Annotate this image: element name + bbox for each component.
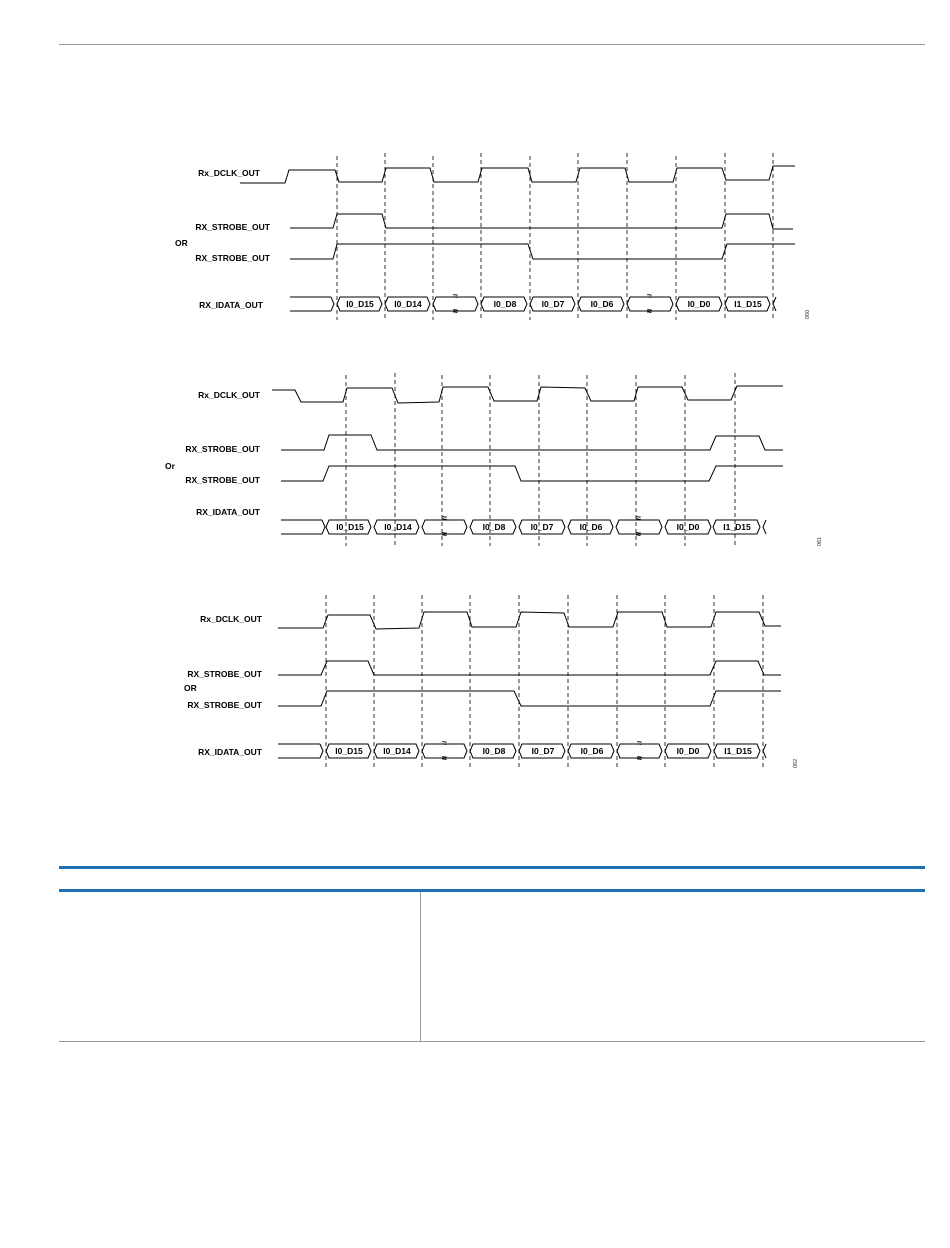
data-cell: I1_D15 bbox=[724, 746, 752, 756]
data-cell: I0_D8 bbox=[482, 522, 506, 532]
svg-text:≈: ≈ bbox=[442, 753, 447, 763]
clock-waveform bbox=[272, 386, 783, 403]
or-label: Or bbox=[165, 461, 175, 471]
strobe-label-1: RX_STROBE_OUT bbox=[185, 444, 260, 454]
data-cell: I0_D14 bbox=[384, 522, 412, 532]
or-label: OR bbox=[175, 238, 188, 248]
clock-waveform bbox=[240, 166, 795, 183]
figure-id: 062 bbox=[793, 758, 799, 768]
svg-text:≈: ≈ bbox=[637, 738, 642, 748]
clock-label: Rx_DCLK_OUT bbox=[198, 168, 260, 178]
data-cell: I0_D14 bbox=[383, 746, 411, 756]
strobe-label-1: RX_STROBE_OUT bbox=[187, 669, 262, 679]
svg-text:≈: ≈ bbox=[453, 306, 458, 316]
svg-text:≈: ≈ bbox=[636, 513, 641, 523]
timing-diagram-3 bbox=[0, 590, 950, 770]
page-top-rule bbox=[59, 44, 925, 45]
svg-text:≈: ≈ bbox=[647, 291, 652, 301]
svg-text:≈: ≈ bbox=[442, 738, 447, 748]
strobe-label-2: RX_STROBE_OUT bbox=[187, 700, 262, 710]
strobe-waveform-2 bbox=[281, 466, 783, 481]
strobe-waveform-2 bbox=[278, 691, 781, 706]
data-cell: I0_D15 bbox=[335, 746, 363, 756]
svg-text:≈: ≈ bbox=[636, 529, 641, 539]
data-cell: I0_D7 bbox=[541, 299, 565, 309]
data-cell: I0_D7 bbox=[530, 522, 554, 532]
data-label: RX_IDATA_OUT bbox=[199, 300, 263, 310]
svg-text:≈: ≈ bbox=[637, 753, 642, 763]
data-cell: I1_D15 bbox=[734, 299, 762, 309]
timing-diagram-1 bbox=[0, 150, 950, 325]
edge-markers bbox=[337, 153, 773, 320]
svg-text:≈: ≈ bbox=[647, 306, 652, 316]
strobe-label-2: RX_STROBE_OUT bbox=[185, 475, 260, 485]
svg-text:≈: ≈ bbox=[453, 291, 458, 301]
data-cell: I0_D6 bbox=[580, 746, 604, 756]
data-cell: I0_D8 bbox=[493, 299, 517, 309]
data-cell: I0_D14 bbox=[394, 299, 422, 309]
data-label: RX_IDATA_OUT bbox=[196, 507, 260, 517]
strobe-waveform-1 bbox=[290, 214, 793, 229]
data-cell: I0_D0 bbox=[676, 746, 700, 756]
data-cell: I0_D6 bbox=[590, 299, 614, 309]
data-cell: I1_D15 bbox=[723, 522, 751, 532]
data-cell: I0_D0 bbox=[676, 522, 700, 532]
clock-waveform bbox=[278, 612, 781, 629]
clock-label: Rx_DCLK_OUT bbox=[200, 614, 262, 624]
table-column-divider bbox=[420, 892, 421, 1041]
strobe-waveform-2 bbox=[290, 244, 795, 259]
figure-id: 060 bbox=[805, 309, 811, 319]
data-cell: I0_D8 bbox=[482, 746, 506, 756]
data-label: RX_IDATA_OUT bbox=[198, 747, 262, 757]
timing-diagram-2 bbox=[0, 370, 950, 550]
svg-text:≈: ≈ bbox=[442, 513, 447, 523]
data-cell: I0_D15 bbox=[336, 522, 364, 532]
table-bottom-rule bbox=[59, 1041, 925, 1042]
strobe-waveform-1 bbox=[281, 435, 783, 450]
table-header-bottom-rule bbox=[59, 889, 925, 892]
or-label: OR bbox=[184, 683, 197, 693]
data-cell: I0_D0 bbox=[687, 299, 711, 309]
data-cell: I0_D6 bbox=[579, 522, 603, 532]
strobe-label-1: RX_STROBE_OUT bbox=[195, 222, 270, 232]
strobe-label-2: RX_STROBE_OUT bbox=[195, 253, 270, 263]
table-header-top-rule bbox=[59, 866, 925, 869]
strobe-waveform-1 bbox=[278, 661, 781, 675]
data-cell: I0_D7 bbox=[531, 746, 555, 756]
svg-text:≈: ≈ bbox=[442, 529, 447, 539]
figure-id: 061 bbox=[817, 536, 823, 546]
clock-label: Rx_DCLK_OUT bbox=[198, 390, 260, 400]
data-cell: I0_D15 bbox=[346, 299, 374, 309]
